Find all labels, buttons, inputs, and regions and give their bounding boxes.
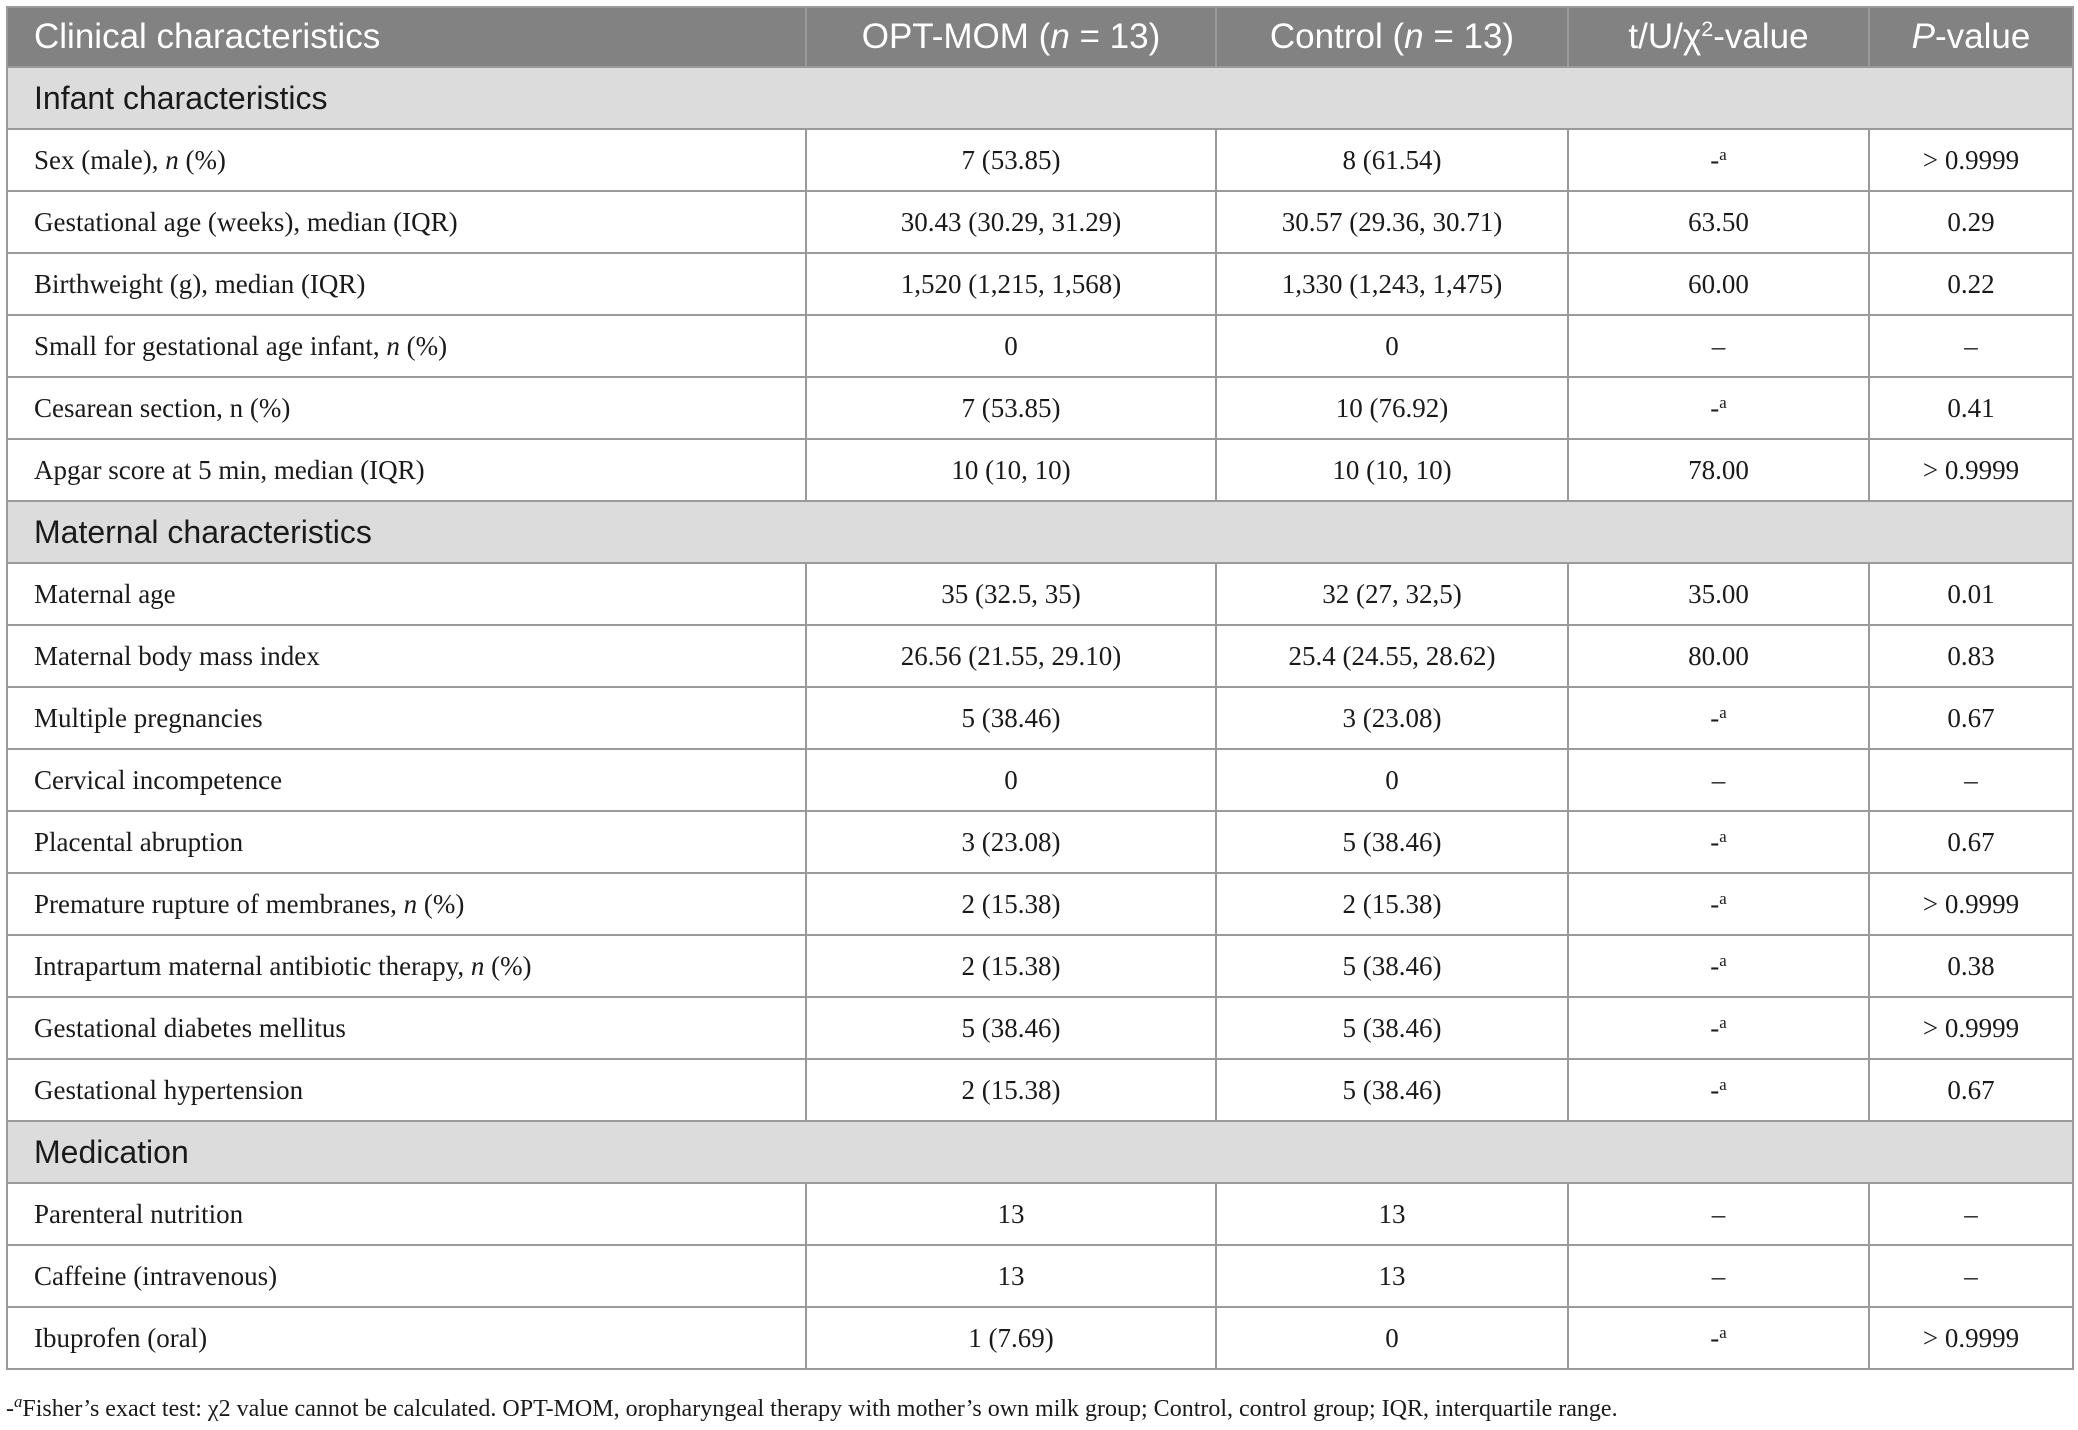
p-value: > 0.9999 xyxy=(1869,129,2073,191)
table-container xyxy=(6,6,2072,1370)
opt-mom-value: 13 xyxy=(806,1183,1216,1245)
control-value: 8 (61.54) xyxy=(1216,129,1568,191)
test-statistic-value: -$^a$ xyxy=(1568,873,1869,935)
p-value: 0.67 xyxy=(1869,1059,2073,1121)
control-value: 13 xyxy=(1216,1183,1568,1245)
p-value: – xyxy=(1869,315,2073,377)
opt-mom-value: 1,520 (1,215, 1,568) xyxy=(806,253,1216,315)
table-row xyxy=(7,1183,2073,1245)
test-statistic-value: – xyxy=(1568,315,1869,377)
opt-mom-value: 7 (53.85) xyxy=(806,377,1216,439)
opt-mom-value: 3 (23.08) xyxy=(806,811,1216,873)
control-value: 10 (10, 10) xyxy=(1216,439,1568,501)
p-value: 0.67 xyxy=(1869,687,2073,749)
header-p-value: P-value xyxy=(1869,7,2073,67)
control-value: 5 (38.46) xyxy=(1216,997,1568,1059)
header-test-statistic: $t/U/\chi^2$-value xyxy=(1568,7,1869,67)
test-statistic-value: -$^a$ xyxy=(1568,129,1869,191)
table-row xyxy=(7,129,2073,191)
table-row xyxy=(7,749,2073,811)
table-row xyxy=(7,253,2073,315)
table-row xyxy=(7,191,2073,253)
test-statistic-value: -$^a$ xyxy=(1568,1307,1869,1369)
opt-mom-value: 35 (32.5, 35) xyxy=(806,563,1216,625)
characteristic-label: Parenteral nutrition xyxy=(7,1183,806,1245)
p-value: > 0.9999 xyxy=(1869,1307,2073,1369)
test-statistic-value: 35.00 xyxy=(1568,563,1869,625)
section-row xyxy=(7,501,2073,563)
header-clinical-characteristics: Clinical characteristics xyxy=(7,7,806,67)
p-value: 0.83 xyxy=(1869,625,2073,687)
table-row xyxy=(7,811,2073,873)
p-value: – xyxy=(1869,1245,2073,1307)
table-row xyxy=(7,625,2073,687)
opt-mom-value: 10 (10, 10) xyxy=(806,439,1216,501)
characteristic-label: Cesarean section, n (%) xyxy=(7,377,806,439)
table-body xyxy=(7,67,2073,1369)
control-value: 0 xyxy=(1216,749,1568,811)
p-value: 0.22 xyxy=(1869,253,2073,315)
opt-mom-value: 2 (15.38) xyxy=(806,1059,1216,1121)
characteristic-label: Ibuprofen (oral) xyxy=(7,1307,806,1369)
header-opt-mom: OPT-MOM (n = 13) xyxy=(806,7,1216,67)
control-value: 30.57 (29.36, 30.71) xyxy=(1216,191,1568,253)
control-value: 0 xyxy=(1216,315,1568,377)
table-row xyxy=(7,315,2073,377)
control-value: 32 (27, 32,5) xyxy=(1216,563,1568,625)
characteristic-label: Small for gestational age infant, n (%) xyxy=(7,315,806,377)
opt-mom-value: 26.56 (21.55, 29.10) xyxy=(806,625,1216,687)
test-statistic-value: – xyxy=(1568,749,1869,811)
control-value: 13 xyxy=(1216,1245,1568,1307)
characteristic-label: Maternal age xyxy=(7,563,806,625)
table-row xyxy=(7,1245,2073,1307)
control-value: 5 (38.46) xyxy=(1216,1059,1568,1121)
test-statistic-value: -$^a$ xyxy=(1568,687,1869,749)
table-row xyxy=(7,873,2073,935)
p-value: – xyxy=(1869,749,2073,811)
p-value: > 0.9999 xyxy=(1869,873,2073,935)
control-value: 2 (15.38) xyxy=(1216,873,1568,935)
table-footnote: -$^a$Fisher’s exact test: χ2 value cannot be calculated. OPT-MOM, oropharyngeal therapy with mother’s own milk group; Control, control group; IQR, interquartile range. xyxy=(6,1391,1618,1422)
test-statistic-value: -$^a$ xyxy=(1568,997,1869,1059)
characteristic-label: Gestational age (weeks), median (IQR) xyxy=(7,191,806,253)
opt-mom-value: 0 xyxy=(806,749,1216,811)
opt-mom-value: 30.43 (30.29, 31.29) xyxy=(806,191,1216,253)
table-row xyxy=(7,1059,2073,1121)
opt-mom-value: 7 (53.85) xyxy=(806,129,1216,191)
characteristic-label: Cervical incompetence xyxy=(7,749,806,811)
test-statistic-value: -$^a$ xyxy=(1568,935,1869,997)
table-row xyxy=(7,563,2073,625)
p-value: > 0.9999 xyxy=(1869,997,2073,1059)
control-value: 0 xyxy=(1216,1307,1568,1369)
characteristic-label: Maternal body mass index xyxy=(7,625,806,687)
header-row xyxy=(7,7,2073,67)
table-row xyxy=(7,1307,2073,1369)
control-value: 5 (38.46) xyxy=(1216,811,1568,873)
test-statistic-value: 63.50 xyxy=(1568,191,1869,253)
section-row xyxy=(7,67,2073,129)
control-value: 10 (76.92) xyxy=(1216,377,1568,439)
p-value: 0.29 xyxy=(1869,191,2073,253)
p-value: 0.01 xyxy=(1869,563,2073,625)
test-statistic-value: -$^a$ xyxy=(1568,1059,1869,1121)
clinical-characteristics-table xyxy=(6,6,2074,1370)
control-value: 25.4 (24.55, 28.62) xyxy=(1216,625,1568,687)
test-statistic-value: 80.00 xyxy=(1568,625,1869,687)
section-row xyxy=(7,1121,2073,1183)
characteristic-label: Gestational hypertension xyxy=(7,1059,806,1121)
header-control: Control (n = 13) xyxy=(1216,7,1568,67)
p-value: > 0.9999 xyxy=(1869,439,2073,501)
characteristic-label: Gestational diabetes mellitus xyxy=(7,997,806,1059)
test-statistic-value: -$^a$ xyxy=(1568,377,1869,439)
table-row xyxy=(7,997,2073,1059)
opt-mom-value: 0 xyxy=(806,315,1216,377)
opt-mom-value: 5 (38.46) xyxy=(806,687,1216,749)
characteristic-label: Birthweight (g), median (IQR) xyxy=(7,253,806,315)
control-value: 5 (38.46) xyxy=(1216,935,1568,997)
table-row xyxy=(7,687,2073,749)
characteristic-label: Intrapartum maternal antibiotic therapy, n (%) xyxy=(7,935,806,997)
p-value: – xyxy=(1869,1183,2073,1245)
opt-mom-value: 5 (38.46) xyxy=(806,997,1216,1059)
characteristic-label: Premature rupture of membranes, n (%) xyxy=(7,873,806,935)
characteristic-label: Sex (male), n (%) xyxy=(7,129,806,191)
control-value: 1,330 (1,243, 1,475) xyxy=(1216,253,1568,315)
test-statistic-value: 78.00 xyxy=(1568,439,1869,501)
section-title: Medication xyxy=(7,1121,2073,1183)
opt-mom-value: 2 (15.38) xyxy=(806,935,1216,997)
test-statistic-value: – xyxy=(1568,1245,1869,1307)
table-row xyxy=(7,439,2073,501)
opt-mom-value: 13 xyxy=(806,1245,1216,1307)
p-value: 0.38 xyxy=(1869,935,2073,997)
characteristic-label: Caffeine (intravenous) xyxy=(7,1245,806,1307)
test-statistic-value: – xyxy=(1568,1183,1869,1245)
opt-mom-value: 2 (15.38) xyxy=(806,873,1216,935)
section-title: Infant characteristics xyxy=(7,67,2073,129)
characteristic-label: Apgar score at 5 min, median (IQR) xyxy=(7,439,806,501)
table-row xyxy=(7,377,2073,439)
test-statistic-value: 60.00 xyxy=(1568,253,1869,315)
p-value: 0.41 xyxy=(1869,377,2073,439)
table-row xyxy=(7,935,2073,997)
characteristic-label: Multiple pregnancies xyxy=(7,687,806,749)
test-statistic-value: -$^a$ xyxy=(1568,811,1869,873)
p-value: 0.67 xyxy=(1869,811,2073,873)
control-value: 3 (23.08) xyxy=(1216,687,1568,749)
opt-mom-value: 1 (7.69) xyxy=(806,1307,1216,1369)
characteristic-label: Placental abruption xyxy=(7,811,806,873)
section-title: Maternal characteristics xyxy=(7,501,2073,563)
